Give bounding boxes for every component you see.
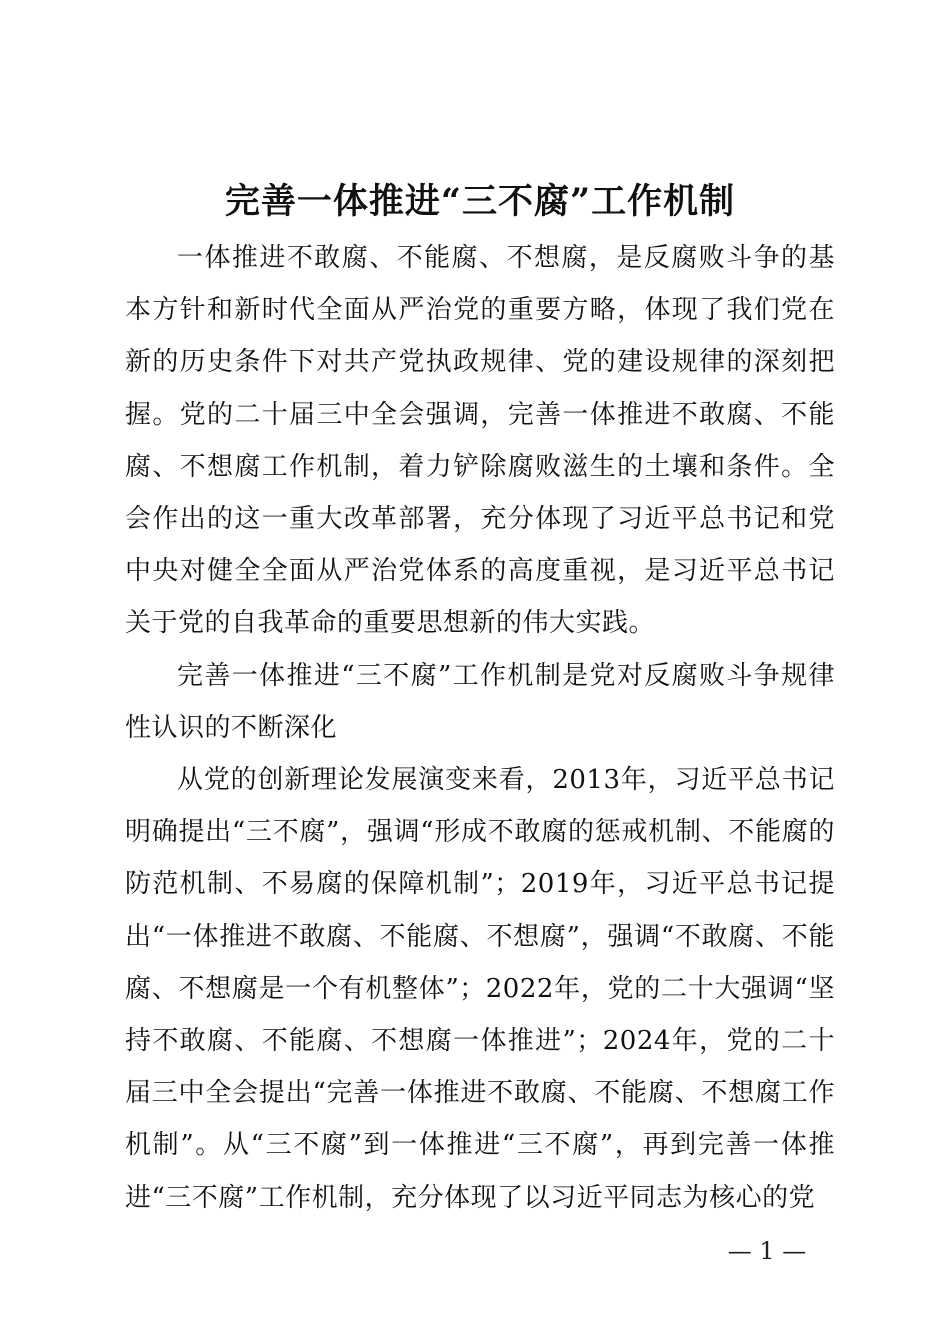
paragraph-section-heading: 完善一体推进“三不腐”工作机制是党对反腐败斗争规律性认识的不断深化 (125, 660, 835, 743)
document-title: 完善一体推进“三不腐”工作机制 (224, 181, 736, 222)
paragraph-intro: 一体推进不敢腐、不能腐、不想腐，是反腐败斗争的基本方针和新时代全面从严治党的重要方略，体现了我们党在新的历史条件下对共产党执政规律、党的建设规律的深刻把握。党的二十届三中全会强调，完善一体推进不敢腐、不能腐、不想腐工作机制，着力铲除腐败滋生的土壤和条件。全会作出的这一重大改革部署，充分体现了习近平总书记和党中央对健全全面从严治党体系的高度重视，是习近平总书记关于党的自我革命的重要思想新的伟大实践。 (125, 243, 835, 639)
document-body (125, 232, 835, 1224)
paragraph-history: 从党的创新理论发展演变来看，2013年，习近平总书记明确提出“三不腐”，强调“形成不敢腐的惩戒机制、不能腐的防范机制、不易腐的保障机制”；2019年，习近平总书记提出“一体推进不敢腐、不能腐、不想腐”，强调“不敢腐、不能腐、不想腐是一个有机整体”；2022年，党的二十大强调“坚持不敢腐、不能腐、不想腐一体推进”；2024年，党的二十届三中全会提出“完善一体推进不敢腐、不能腐、不想腐工作机制”。从“三不腐”到一体推进“三不腐”，再到完善一体推进“三不腐”工作机制，充分体现了以习近平同志为核心的党 (125, 765, 835, 1213)
page-number: — 1 — (727, 1237, 807, 1265)
